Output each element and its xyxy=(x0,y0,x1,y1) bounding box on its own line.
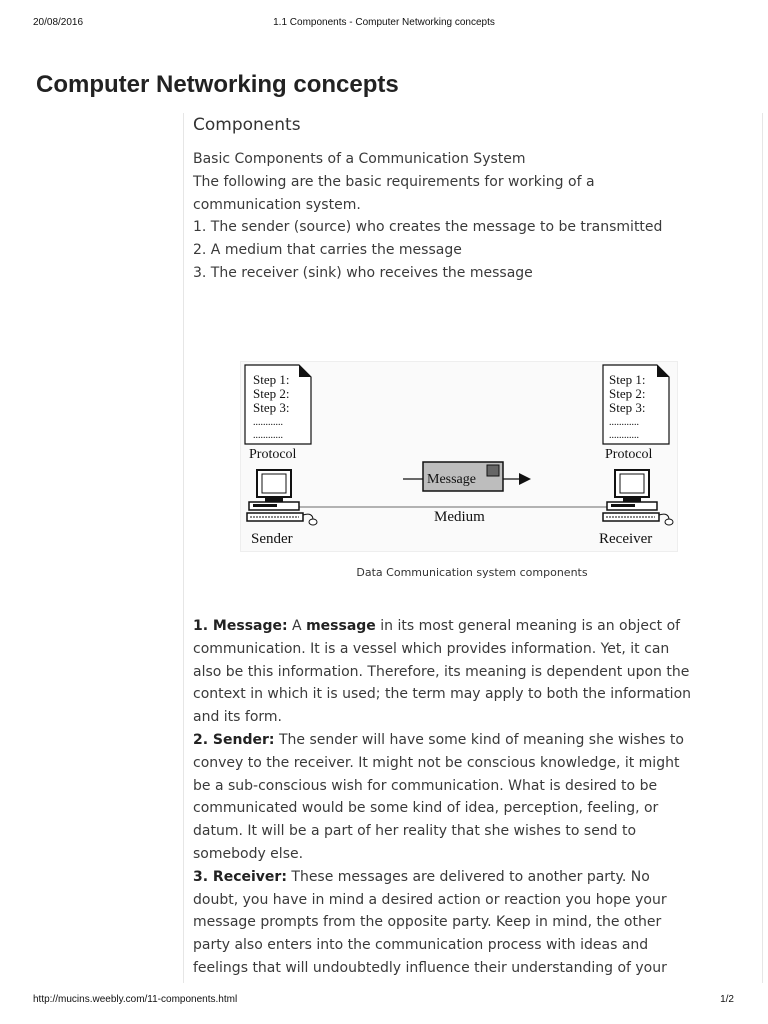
desc-line: 3. Receiver: These messages are delivered to another party. No xyxy=(193,868,650,885)
desc-line: datum. It will be a part of her reality that she wishes to send to xyxy=(193,823,637,840)
sender-protocol-label: Protocol xyxy=(249,447,297,462)
receiver-step-1: Step 1: xyxy=(609,372,646,387)
desc-line: 1. Message: A message in its most general meaning is an object of xyxy=(193,618,681,634)
page-url: http://mucins.weebly.com/11-components.html xyxy=(33,994,238,1005)
intro-line: communication system. xyxy=(193,196,361,213)
intro-line: The following are the basic requirements for working of a xyxy=(193,173,595,190)
section-heading: Components xyxy=(193,115,301,135)
sender-dots-1: ............ xyxy=(253,417,283,428)
receiver-computer-icon xyxy=(603,470,673,525)
sender-step-1: Step 1: xyxy=(253,372,290,387)
print-header xyxy=(0,17,768,31)
diagram-canvas xyxy=(241,362,677,551)
intro-text xyxy=(193,148,733,285)
desc-line: convey to the receiver. It might not be conscious knowledge, it might xyxy=(193,754,680,771)
receiver-protocol-label: Protocol xyxy=(605,447,653,462)
intro-line: 3. The receiver (sink) who receives the message xyxy=(193,264,533,281)
message-label: Message xyxy=(427,472,476,487)
desc-line: somebody else. xyxy=(193,845,304,862)
sender-label: Sender xyxy=(251,531,293,547)
desc-line: party also enters into the communication process with ideas and xyxy=(193,937,649,954)
communication-diagram xyxy=(240,361,678,552)
desc-line: and its form. xyxy=(193,709,283,726)
desc-line: doubt, you have in mind a desired action or reaction you hope your xyxy=(193,891,667,908)
sender-step-3: Step 3: xyxy=(253,400,290,415)
print-footer xyxy=(0,994,768,1008)
arrow-right-icon xyxy=(519,473,531,485)
receiver-step-3: Step 3: xyxy=(609,400,646,415)
sender-step-2: Step 2: xyxy=(253,386,290,401)
site-title: Computer Networking concepts xyxy=(36,71,399,98)
intro-line: Basic Components of a Communication System xyxy=(193,151,526,167)
desc-line: message prompts from the opposite party. Keep in mind, the other xyxy=(193,914,662,931)
desc-term-sender: 2. Sender: xyxy=(193,731,275,748)
print-date: 20/08/2016 xyxy=(33,17,84,28)
desc-term-message: 1. Message: xyxy=(193,618,288,634)
receiver-label: Receiver xyxy=(599,531,653,547)
desc-line: context in which it is used; the term may apply to both the information xyxy=(193,686,692,703)
desc-line: communicated would be some kind of idea, perception, feeling, or xyxy=(193,800,659,817)
receiver-dots-1: ............ xyxy=(609,417,639,428)
print-page-title: 1.1 Components - Computer Networking concepts xyxy=(273,17,495,28)
sender-dots-2: ............ xyxy=(253,430,283,441)
receiver-step-2: Step 2: xyxy=(609,386,646,401)
desc-line: be a sub-conscious wish for communication. What is desired to be xyxy=(193,777,658,794)
medium-label: Medium xyxy=(434,509,485,525)
desc-line: 2. Sender: The sender will have some kind of meaning she wishes to xyxy=(193,731,684,748)
sender-computer-icon xyxy=(247,470,317,525)
desc-line: feelings that will undoubtedly influence their understanding of your xyxy=(193,959,667,976)
intro-line: 2. A medium that carries the message xyxy=(193,242,462,259)
desc-line: communication. It is a vessel which provides information. Yet, it can xyxy=(193,640,670,657)
desc-line: also be this information. Therefore, its meaning is dependent upon the xyxy=(193,663,690,680)
component-descriptions xyxy=(193,615,723,980)
receiver-dots-2: ............ xyxy=(609,430,639,441)
packet-header-block xyxy=(487,465,499,476)
page-number: 1/2 xyxy=(720,994,734,1005)
message-bold-word: message xyxy=(306,618,376,634)
intro-line: 1. The sender (source) who creates the message to be transmitted xyxy=(193,219,663,236)
desc-term-receiver: 3. Receiver: xyxy=(193,868,287,885)
figure-caption: Data Communication system components xyxy=(356,566,588,579)
